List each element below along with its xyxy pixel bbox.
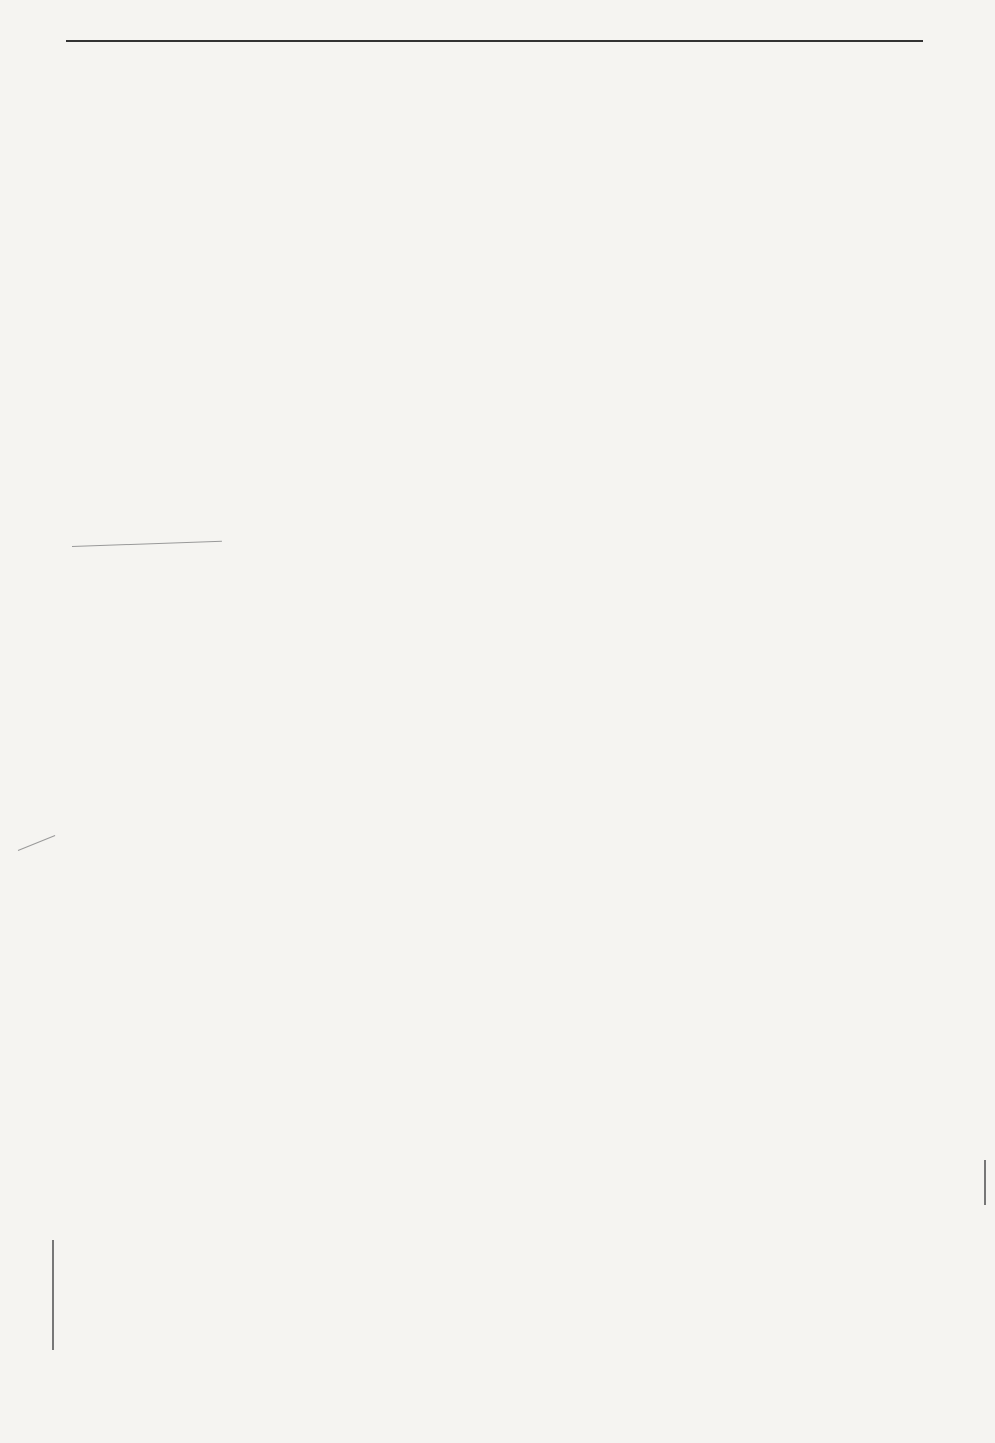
header-rule [66,40,923,42]
pen-mark [72,541,222,547]
margin-mark [52,1240,54,1350]
margin-mark [984,1160,986,1205]
running-header [66,54,132,80]
pen-mark [18,835,55,851]
